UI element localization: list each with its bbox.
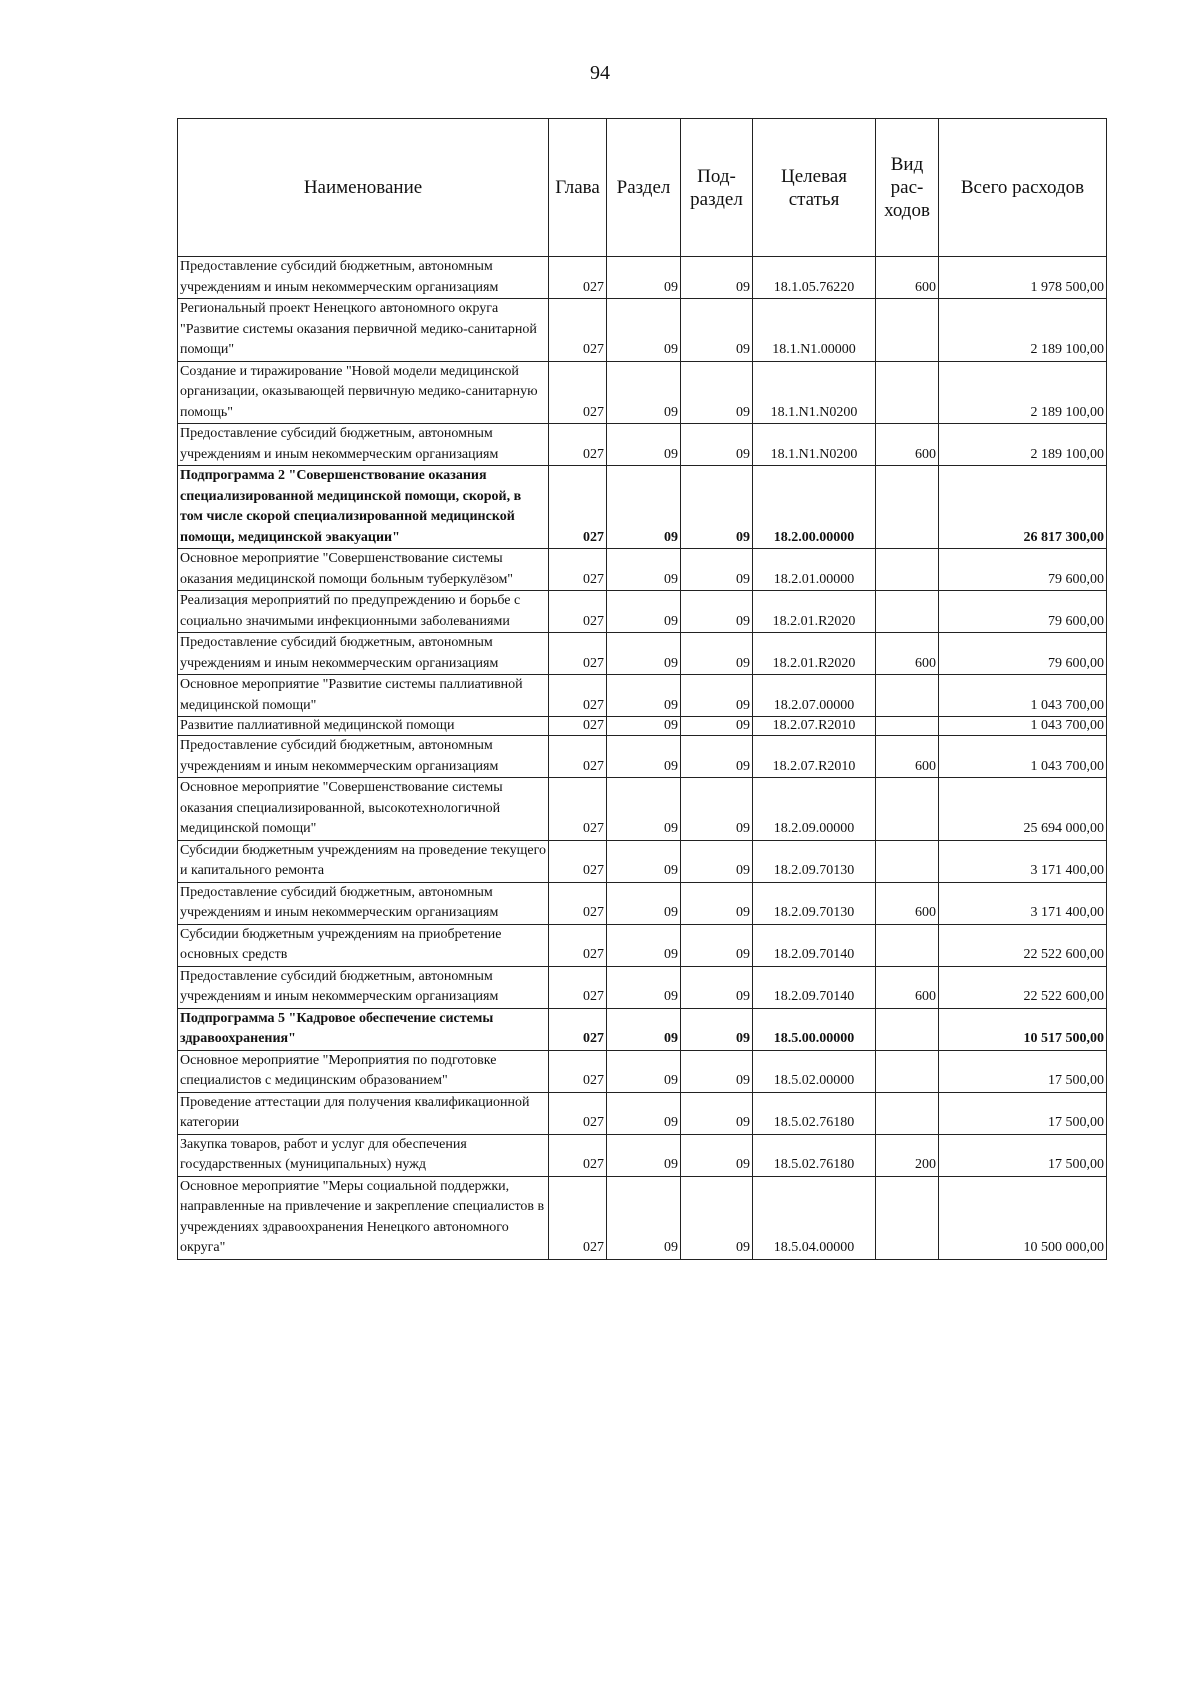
- header-vid: Вид рас- ходов: [876, 119, 939, 257]
- cell-vid: 600: [876, 257, 939, 299]
- cell-glava: 027: [549, 549, 607, 591]
- cell-podrazdel: 09: [681, 675, 753, 717]
- cell-total: 10 517 500,00: [939, 1008, 1107, 1050]
- cell-name: Подпрограмма 5 "Кадровое обеспечение системы здравоохранения": [178, 1008, 549, 1050]
- table-row: [178, 299, 1107, 362]
- cell-vid: 600: [876, 966, 939, 1008]
- table-row: [178, 717, 1107, 736]
- cell-name: Основное мероприятие "Совершенствование системы оказания специализированной, высокотехнологичной медицинской помощи": [178, 778, 549, 841]
- cell-statya: 18.2.07.R2010: [753, 736, 876, 778]
- cell-total: 3 171 400,00: [939, 882, 1107, 924]
- cell-podrazdel: 09: [681, 1134, 753, 1176]
- cell-total: 2 189 100,00: [939, 361, 1107, 424]
- table-row: [178, 966, 1107, 1008]
- table-header-row: [178, 119, 1107, 257]
- cell-name: Основное мероприятие "Мероприятия по подготовке специалистов с медицинским образованием": [178, 1050, 549, 1092]
- cell-name: Предоставление субсидий бюджетным, автономным учреждениям и иным некоммерческим организациям: [178, 736, 549, 778]
- cell-glava: 027: [549, 633, 607, 675]
- cell-glava: 027: [549, 778, 607, 841]
- cell-statya: 18.2.09.70130: [753, 882, 876, 924]
- table-row: [178, 675, 1107, 717]
- page-number: 94: [590, 62, 610, 84]
- cell-statya: 18.5.02.76180: [753, 1092, 876, 1134]
- cell-glava: 027: [549, 675, 607, 717]
- cell-statya: 18.5.02.00000: [753, 1050, 876, 1092]
- cell-statya: 18.1.N1.N0200: [753, 424, 876, 466]
- cell-name: Проведение аттестации для получения квалификационной категории: [178, 1092, 549, 1134]
- cell-name: Основное мероприятие "Развитие системы паллиативной медицинской помощи": [178, 675, 549, 717]
- cell-vid: [876, 1050, 939, 1092]
- cell-name: Предоставление субсидий бюджетным, автономным учреждениям и иным некоммерческим организациям: [178, 882, 549, 924]
- cell-razdel: 09: [607, 778, 681, 841]
- cell-podrazdel: 09: [681, 840, 753, 882]
- cell-vid: [876, 549, 939, 591]
- table-row: [178, 1008, 1107, 1050]
- cell-vid: [876, 466, 939, 549]
- cell-total: 17 500,00: [939, 1092, 1107, 1134]
- cell-razdel: 09: [607, 1008, 681, 1050]
- cell-vid: [876, 778, 939, 841]
- cell-glava: 027: [549, 1176, 607, 1259]
- cell-glava: 027: [549, 1050, 607, 1092]
- cell-total: 79 600,00: [939, 633, 1107, 675]
- cell-vid: [876, 361, 939, 424]
- cell-razdel: 09: [607, 424, 681, 466]
- cell-statya: 18.1.N1.00000: [753, 299, 876, 362]
- cell-podrazdel: 09: [681, 924, 753, 966]
- cell-glava: 027: [549, 736, 607, 778]
- cell-razdel: 09: [607, 1134, 681, 1176]
- cell-vid: 200: [876, 1134, 939, 1176]
- cell-statya: 18.2.07.R2010: [753, 717, 876, 736]
- cell-name: Предоставление субсидий бюджетным, автономным учреждениям и иным некоммерческим организациям: [178, 257, 549, 299]
- cell-total: 26 817 300,00: [939, 466, 1107, 549]
- table-row: [178, 1134, 1107, 1176]
- cell-glava: 027: [549, 924, 607, 966]
- cell-total: 79 600,00: [939, 549, 1107, 591]
- cell-statya: 18.2.09.70140: [753, 966, 876, 1008]
- cell-podrazdel: 09: [681, 1092, 753, 1134]
- cell-vid: [876, 717, 939, 736]
- cell-podrazdel: 09: [681, 778, 753, 841]
- cell-podrazdel: 09: [681, 1050, 753, 1092]
- cell-glava: 027: [549, 717, 607, 736]
- cell-name: Предоставление субсидий бюджетным, автономным учреждениям и иным некоммерческим организациям: [178, 424, 549, 466]
- cell-vid: [876, 924, 939, 966]
- cell-statya: 18.5.02.76180: [753, 1134, 876, 1176]
- cell-name: Предоставление субсидий бюджетным, автономным учреждениям и иным некоммерческим организациям: [178, 633, 549, 675]
- cell-razdel: 09: [607, 717, 681, 736]
- header-name: Наименование: [178, 119, 549, 257]
- cell-podrazdel: 09: [681, 257, 753, 299]
- table-row: [178, 466, 1107, 549]
- table-row: [178, 424, 1107, 466]
- cell-statya: 18.2.01.R2020: [753, 591, 876, 633]
- cell-name: Развитие паллиативной медицинской помощи: [178, 717, 549, 736]
- table-row: [178, 840, 1107, 882]
- cell-podrazdel: 09: [681, 549, 753, 591]
- cell-razdel: 09: [607, 361, 681, 424]
- cell-glava: 027: [549, 466, 607, 549]
- cell-razdel: 09: [607, 591, 681, 633]
- cell-vid: [876, 675, 939, 717]
- table-row: [178, 1176, 1107, 1259]
- cell-total: 2 189 100,00: [939, 424, 1107, 466]
- cell-podrazdel: 09: [681, 299, 753, 362]
- table-row: [178, 1050, 1107, 1092]
- table-row: [178, 361, 1107, 424]
- cell-vid: [876, 1176, 939, 1259]
- header-total: Всего расходов: [939, 119, 1107, 257]
- cell-total: 1 978 500,00: [939, 257, 1107, 299]
- cell-vid: [876, 1092, 939, 1134]
- table-row: [178, 924, 1107, 966]
- header-razdel: Раздел: [607, 119, 681, 257]
- cell-glava: 027: [549, 257, 607, 299]
- cell-name: Закупка товаров, работ и услуг для обеспечения государственных (муниципальных) нужд: [178, 1134, 549, 1176]
- cell-name: Реализация мероприятий по предупреждению и борьбе с социально значимыми инфекционными заболеваниями: [178, 591, 549, 633]
- cell-glava: 027: [549, 882, 607, 924]
- cell-total: 25 694 000,00: [939, 778, 1107, 841]
- cell-glava: 027: [549, 1092, 607, 1134]
- cell-statya: 18.2.01.R2020: [753, 633, 876, 675]
- cell-podrazdel: 09: [681, 966, 753, 1008]
- cell-statya: 18.2.01.00000: [753, 549, 876, 591]
- cell-vid: 600: [876, 736, 939, 778]
- table-row: [178, 633, 1107, 675]
- cell-podrazdel: 09: [681, 591, 753, 633]
- cell-total: 1 043 700,00: [939, 736, 1107, 778]
- cell-total: 3 171 400,00: [939, 840, 1107, 882]
- cell-podrazdel: 09: [681, 361, 753, 424]
- cell-razdel: 09: [607, 549, 681, 591]
- cell-razdel: 09: [607, 466, 681, 549]
- cell-total: 79 600,00: [939, 591, 1107, 633]
- cell-total: 22 522 600,00: [939, 966, 1107, 1008]
- cell-glava: 027: [549, 299, 607, 362]
- cell-glava: 027: [549, 424, 607, 466]
- budget-table: [177, 118, 1107, 1260]
- cell-razdel: 09: [607, 1176, 681, 1259]
- cell-razdel: 09: [607, 1050, 681, 1092]
- cell-statya: 18.5.04.00000: [753, 1176, 876, 1259]
- cell-total: 1 043 700,00: [939, 717, 1107, 736]
- cell-name: Основное мероприятие "Меры социальной поддержки, направленные на привлечение и закрепление специалистов в учреждениях здравоохранения Ненецкого автономного округа": [178, 1176, 549, 1259]
- cell-statya: 18.2.09.00000: [753, 778, 876, 841]
- cell-vid: 600: [876, 882, 939, 924]
- cell-razdel: 09: [607, 299, 681, 362]
- table-row: [178, 882, 1107, 924]
- cell-podrazdel: 09: [681, 1176, 753, 1259]
- cell-podrazdel: 09: [681, 882, 753, 924]
- cell-razdel: 09: [607, 675, 681, 717]
- cell-statya: 18.2.09.70130: [753, 840, 876, 882]
- header-statya: Целевая статья: [753, 119, 876, 257]
- cell-name: Субсидии бюджетным учреждениям на проведение текущего и капитального ремонта: [178, 840, 549, 882]
- cell-podrazdel: 09: [681, 466, 753, 549]
- cell-glava: 027: [549, 1008, 607, 1050]
- cell-razdel: 09: [607, 736, 681, 778]
- cell-name: Предоставление субсидий бюджетным, автономным учреждениям и иным некоммерческим организациям: [178, 966, 549, 1008]
- cell-podrazdel: 09: [681, 736, 753, 778]
- cell-name: Региональный проект Ненецкого автономного округа "Развитие системы оказания первичной медико-санитарной помощи": [178, 299, 549, 362]
- cell-vid: 600: [876, 633, 939, 675]
- cell-name: Основное мероприятие "Совершенствование системы оказания медицинской помощи больным туберкулёзом": [178, 549, 549, 591]
- cell-razdel: 09: [607, 1092, 681, 1134]
- table-row: [178, 736, 1107, 778]
- cell-glava: 027: [549, 1134, 607, 1176]
- cell-razdel: 09: [607, 882, 681, 924]
- cell-razdel: 09: [607, 966, 681, 1008]
- table-row: [178, 1092, 1107, 1134]
- cell-name: Создание и тиражирование "Новой модели медицинской организации, оказывающей первичную медико-санитарную помощь": [178, 361, 549, 424]
- cell-statya: 18.1.05.76220: [753, 257, 876, 299]
- cell-vid: [876, 1008, 939, 1050]
- cell-podrazdel: 09: [681, 1008, 753, 1050]
- cell-vid: 600: [876, 424, 939, 466]
- cell-razdel: 09: [607, 840, 681, 882]
- cell-total: 1 043 700,00: [939, 675, 1107, 717]
- header-glava: Глава: [549, 119, 607, 257]
- cell-name: Субсидии бюджетным учреждениям на приобретение основных средств: [178, 924, 549, 966]
- cell-statya: 18.1.N1.N0200: [753, 361, 876, 424]
- cell-glava: 027: [549, 361, 607, 424]
- cell-podrazdel: 09: [681, 424, 753, 466]
- cell-statya: 18.2.00.00000: [753, 466, 876, 549]
- table-row: [178, 549, 1107, 591]
- cell-total: 2 189 100,00: [939, 299, 1107, 362]
- table-row: [178, 778, 1107, 841]
- cell-vid: [876, 299, 939, 362]
- cell-glava: 027: [549, 840, 607, 882]
- cell-statya: 18.2.07.00000: [753, 675, 876, 717]
- cell-podrazdel: 09: [681, 717, 753, 736]
- table-row: [178, 591, 1107, 633]
- cell-vid: [876, 840, 939, 882]
- cell-razdel: 09: [607, 924, 681, 966]
- cell-statya: 18.5.00.00000: [753, 1008, 876, 1050]
- cell-glava: 027: [549, 966, 607, 1008]
- header-podrazdel: Под- раздел: [681, 119, 753, 257]
- cell-razdel: 09: [607, 257, 681, 299]
- cell-vid: [876, 591, 939, 633]
- table-body: [178, 257, 1107, 1260]
- cell-total: 17 500,00: [939, 1050, 1107, 1092]
- cell-podrazdel: 09: [681, 633, 753, 675]
- cell-total: 17 500,00: [939, 1134, 1107, 1176]
- cell-statya: 18.2.09.70140: [753, 924, 876, 966]
- cell-total: 22 522 600,00: [939, 924, 1107, 966]
- cell-razdel: 09: [607, 633, 681, 675]
- cell-name: Подпрограмма 2 "Совершенствование оказания специализированной медицинской помощи, скорой, в том числе скорой специализированной медицинской помощи, медицинской эвакуации": [178, 466, 549, 549]
- table-row: [178, 257, 1107, 299]
- cell-glava: 027: [549, 591, 607, 633]
- cell-total: 10 500 000,00: [939, 1176, 1107, 1259]
